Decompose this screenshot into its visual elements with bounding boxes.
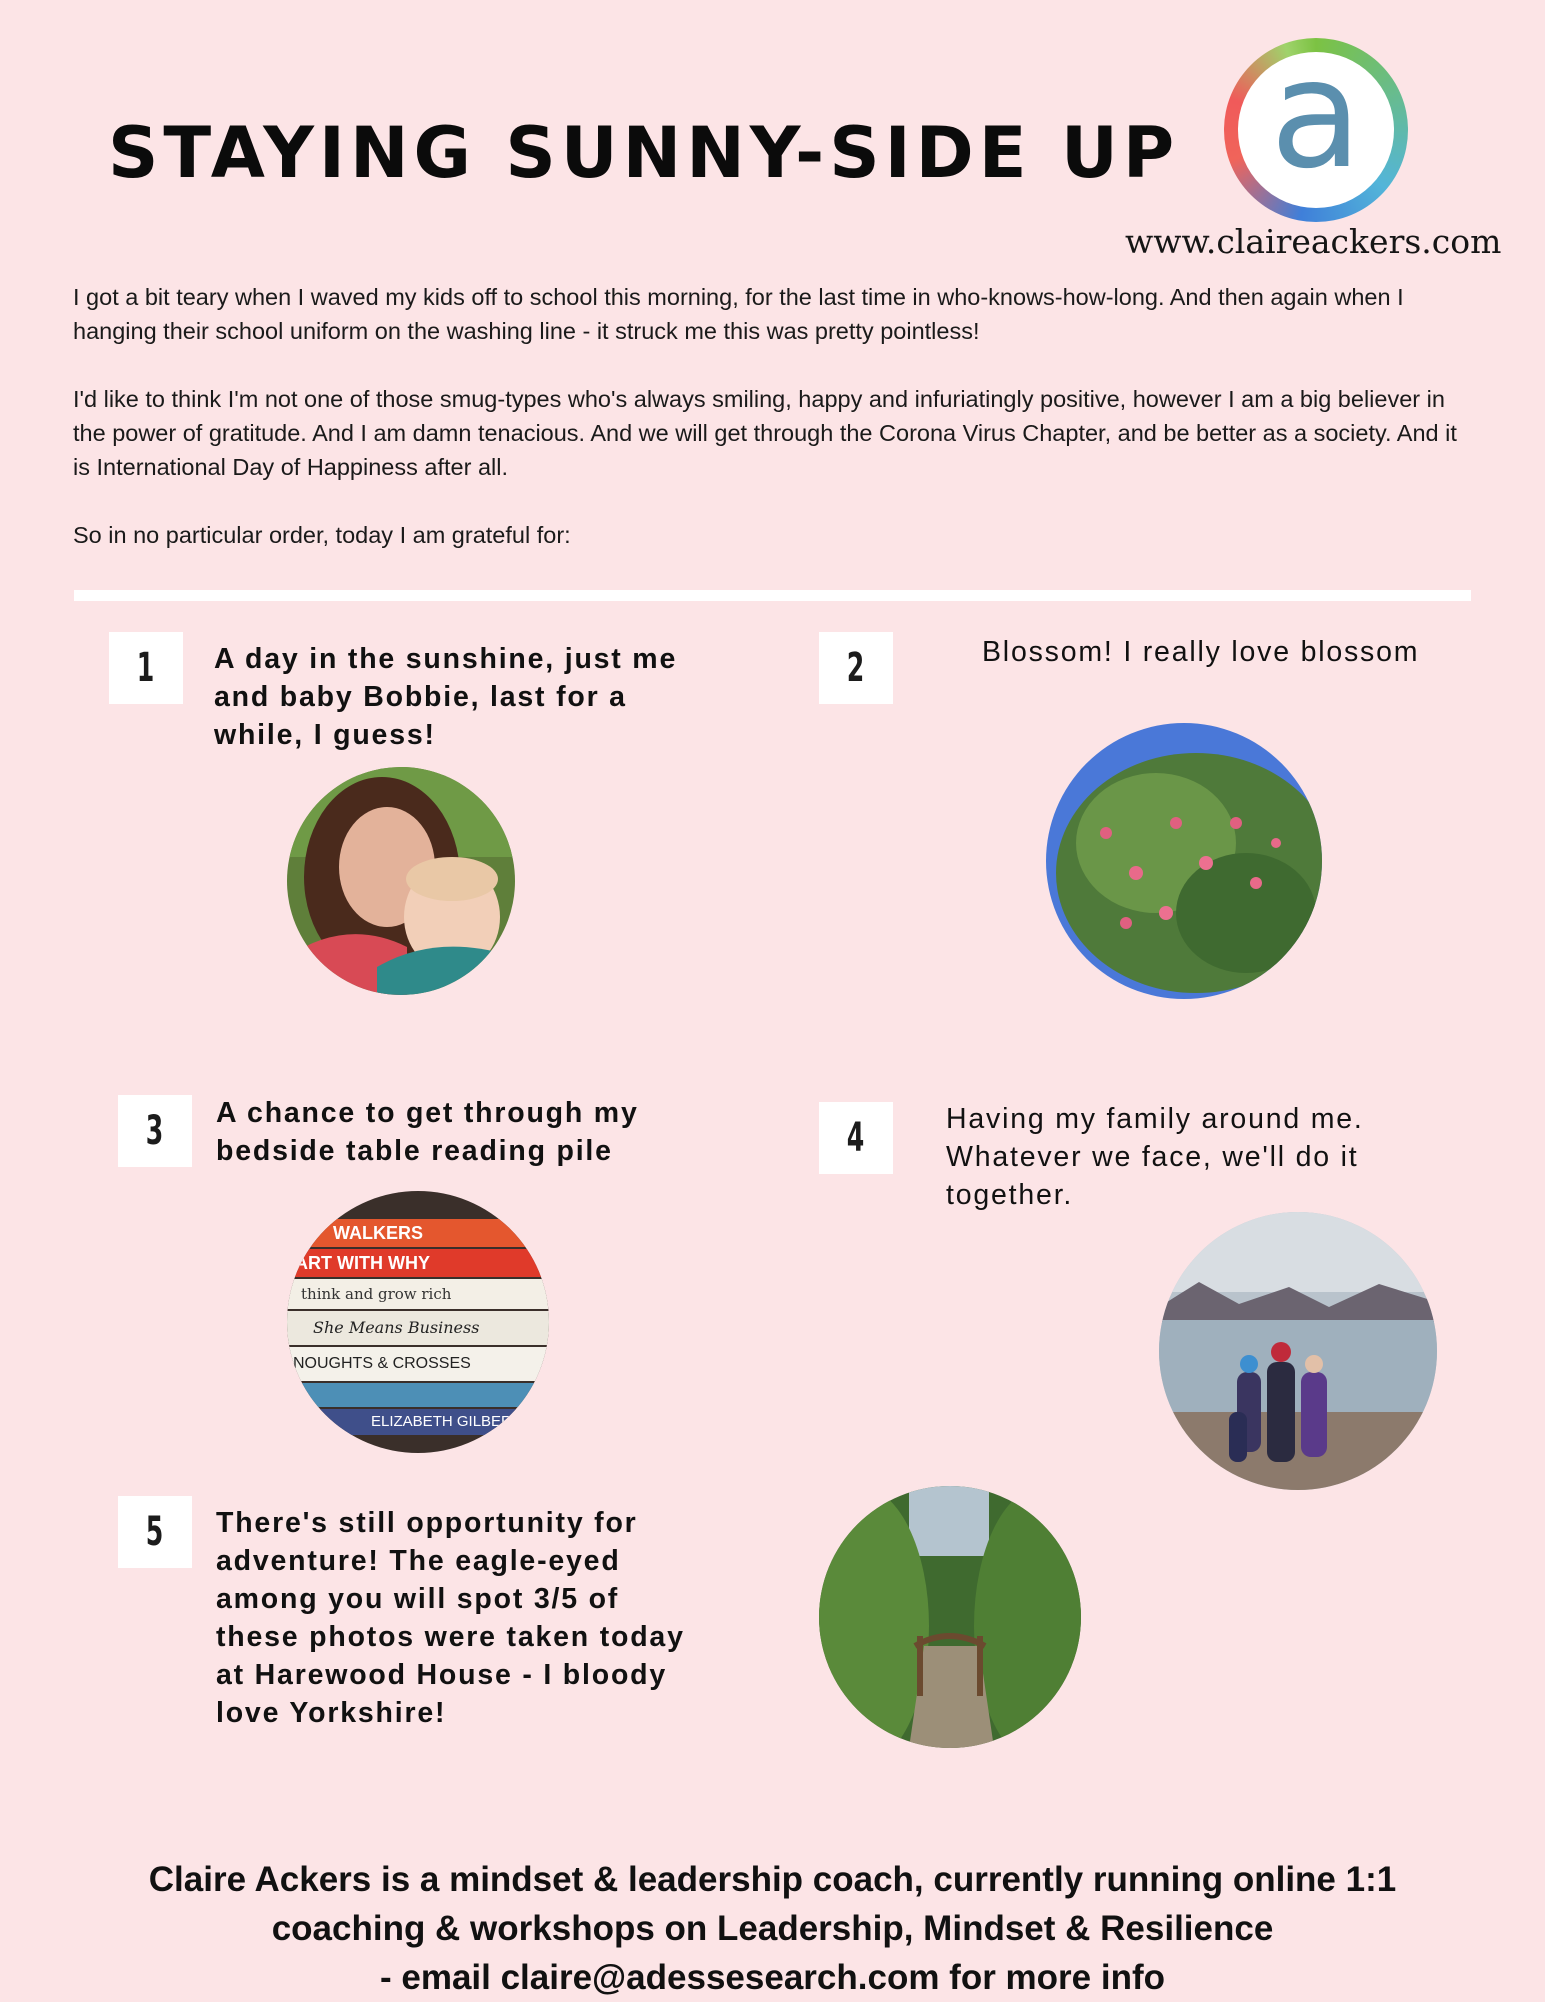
item-text: A chance to get through my bedside table reading pile — [216, 1097, 639, 1167]
mother-and-baby-photo — [287, 767, 515, 995]
item-number: 4 — [847, 1115, 865, 1161]
item-number-box — [118, 1095, 192, 1167]
item-text: There's still opportunity for adventure! The eagle-eyed among you will spot 3/5 of these photos were taken today at Harewood House - I bloody love Yorkshire! — [216, 1507, 685, 1729]
family-at-lake-photo — [1159, 1212, 1437, 1490]
item-text: Having my family around me. Whatever we face, we'll do it together. — [946, 1103, 1364, 1211]
footer-line: - email claire@adessesearch.com for more info — [379, 1958, 1165, 1997]
item-text: Blossom! I really love blossom — [982, 636, 1420, 668]
item-number-box — [109, 632, 183, 704]
book-spine: She Means Business — [287, 1311, 549, 1345]
intro-paragraph: I got a bit teary when I waved my kids off to school this morning, for the last time in who-knows-how-long. And then again when I hanging their school uniform on the washing line - it struck me this was pretty pointless! — [73, 284, 1404, 344]
book-stack-photo — [287, 1191, 549, 1453]
item-number: 3 — [146, 1108, 164, 1154]
footer-note — [0, 1855, 1545, 2002]
intro-text — [73, 280, 1473, 586]
book-spine: ELIZABETH GILBERT — [287, 1409, 549, 1435]
item-text: A day in the sunshine, just me and baby Bobbie, last for a while, I guess! — [214, 643, 678, 751]
item-number: 2 — [847, 645, 865, 691]
website-link[interactable]: www.claireackers.com — [1125, 222, 1502, 261]
intro-paragraph: I'd like to think I'm not one of those smug-types who's always smiling, happy and infuriatingly positive, however I am a big believer in the power of gratitude. And I am damn tenacious. And we will get through the Corona Virus Chapter, and be better as a society. And it is International Day of Happiness after all. — [73, 386, 1457, 480]
woodland-bridge-photo — [819, 1486, 1081, 1748]
book-spine-blue — [287, 1383, 549, 1407]
brand-logo[interactable] — [1224, 28, 1408, 222]
section-divider — [74, 590, 1471, 601]
book-spine: ART WITH WHY — [287, 1249, 549, 1277]
item-number: 1 — [137, 645, 155, 691]
logo-letter: a — [1270, 28, 1362, 202]
footer-line: Claire Ackers is a mindset & leadership coach, currently running online 1:1 — [148, 1860, 1397, 1899]
footer-line: coaching & workshops on Leadership, Mindset & Resilience — [271, 1909, 1274, 1948]
blossom-tree-photo — [1046, 723, 1322, 999]
book-spine: NOUGHTS & CROSSES — [287, 1347, 549, 1381]
item-number-box — [819, 632, 893, 704]
item-number: 5 — [146, 1509, 164, 1555]
item-number-box — [118, 1496, 192, 1568]
logo-inner — [1238, 28, 1394, 208]
book-spine: WALKERS — [287, 1219, 549, 1247]
page-title: STAYING SUNNY-SIDE UP — [108, 112, 1180, 194]
item-number-box — [819, 1102, 893, 1174]
book-spine: think and grow rich — [287, 1279, 549, 1309]
intro-paragraph: So in no particular order, today I am grateful for: — [73, 522, 571, 548]
